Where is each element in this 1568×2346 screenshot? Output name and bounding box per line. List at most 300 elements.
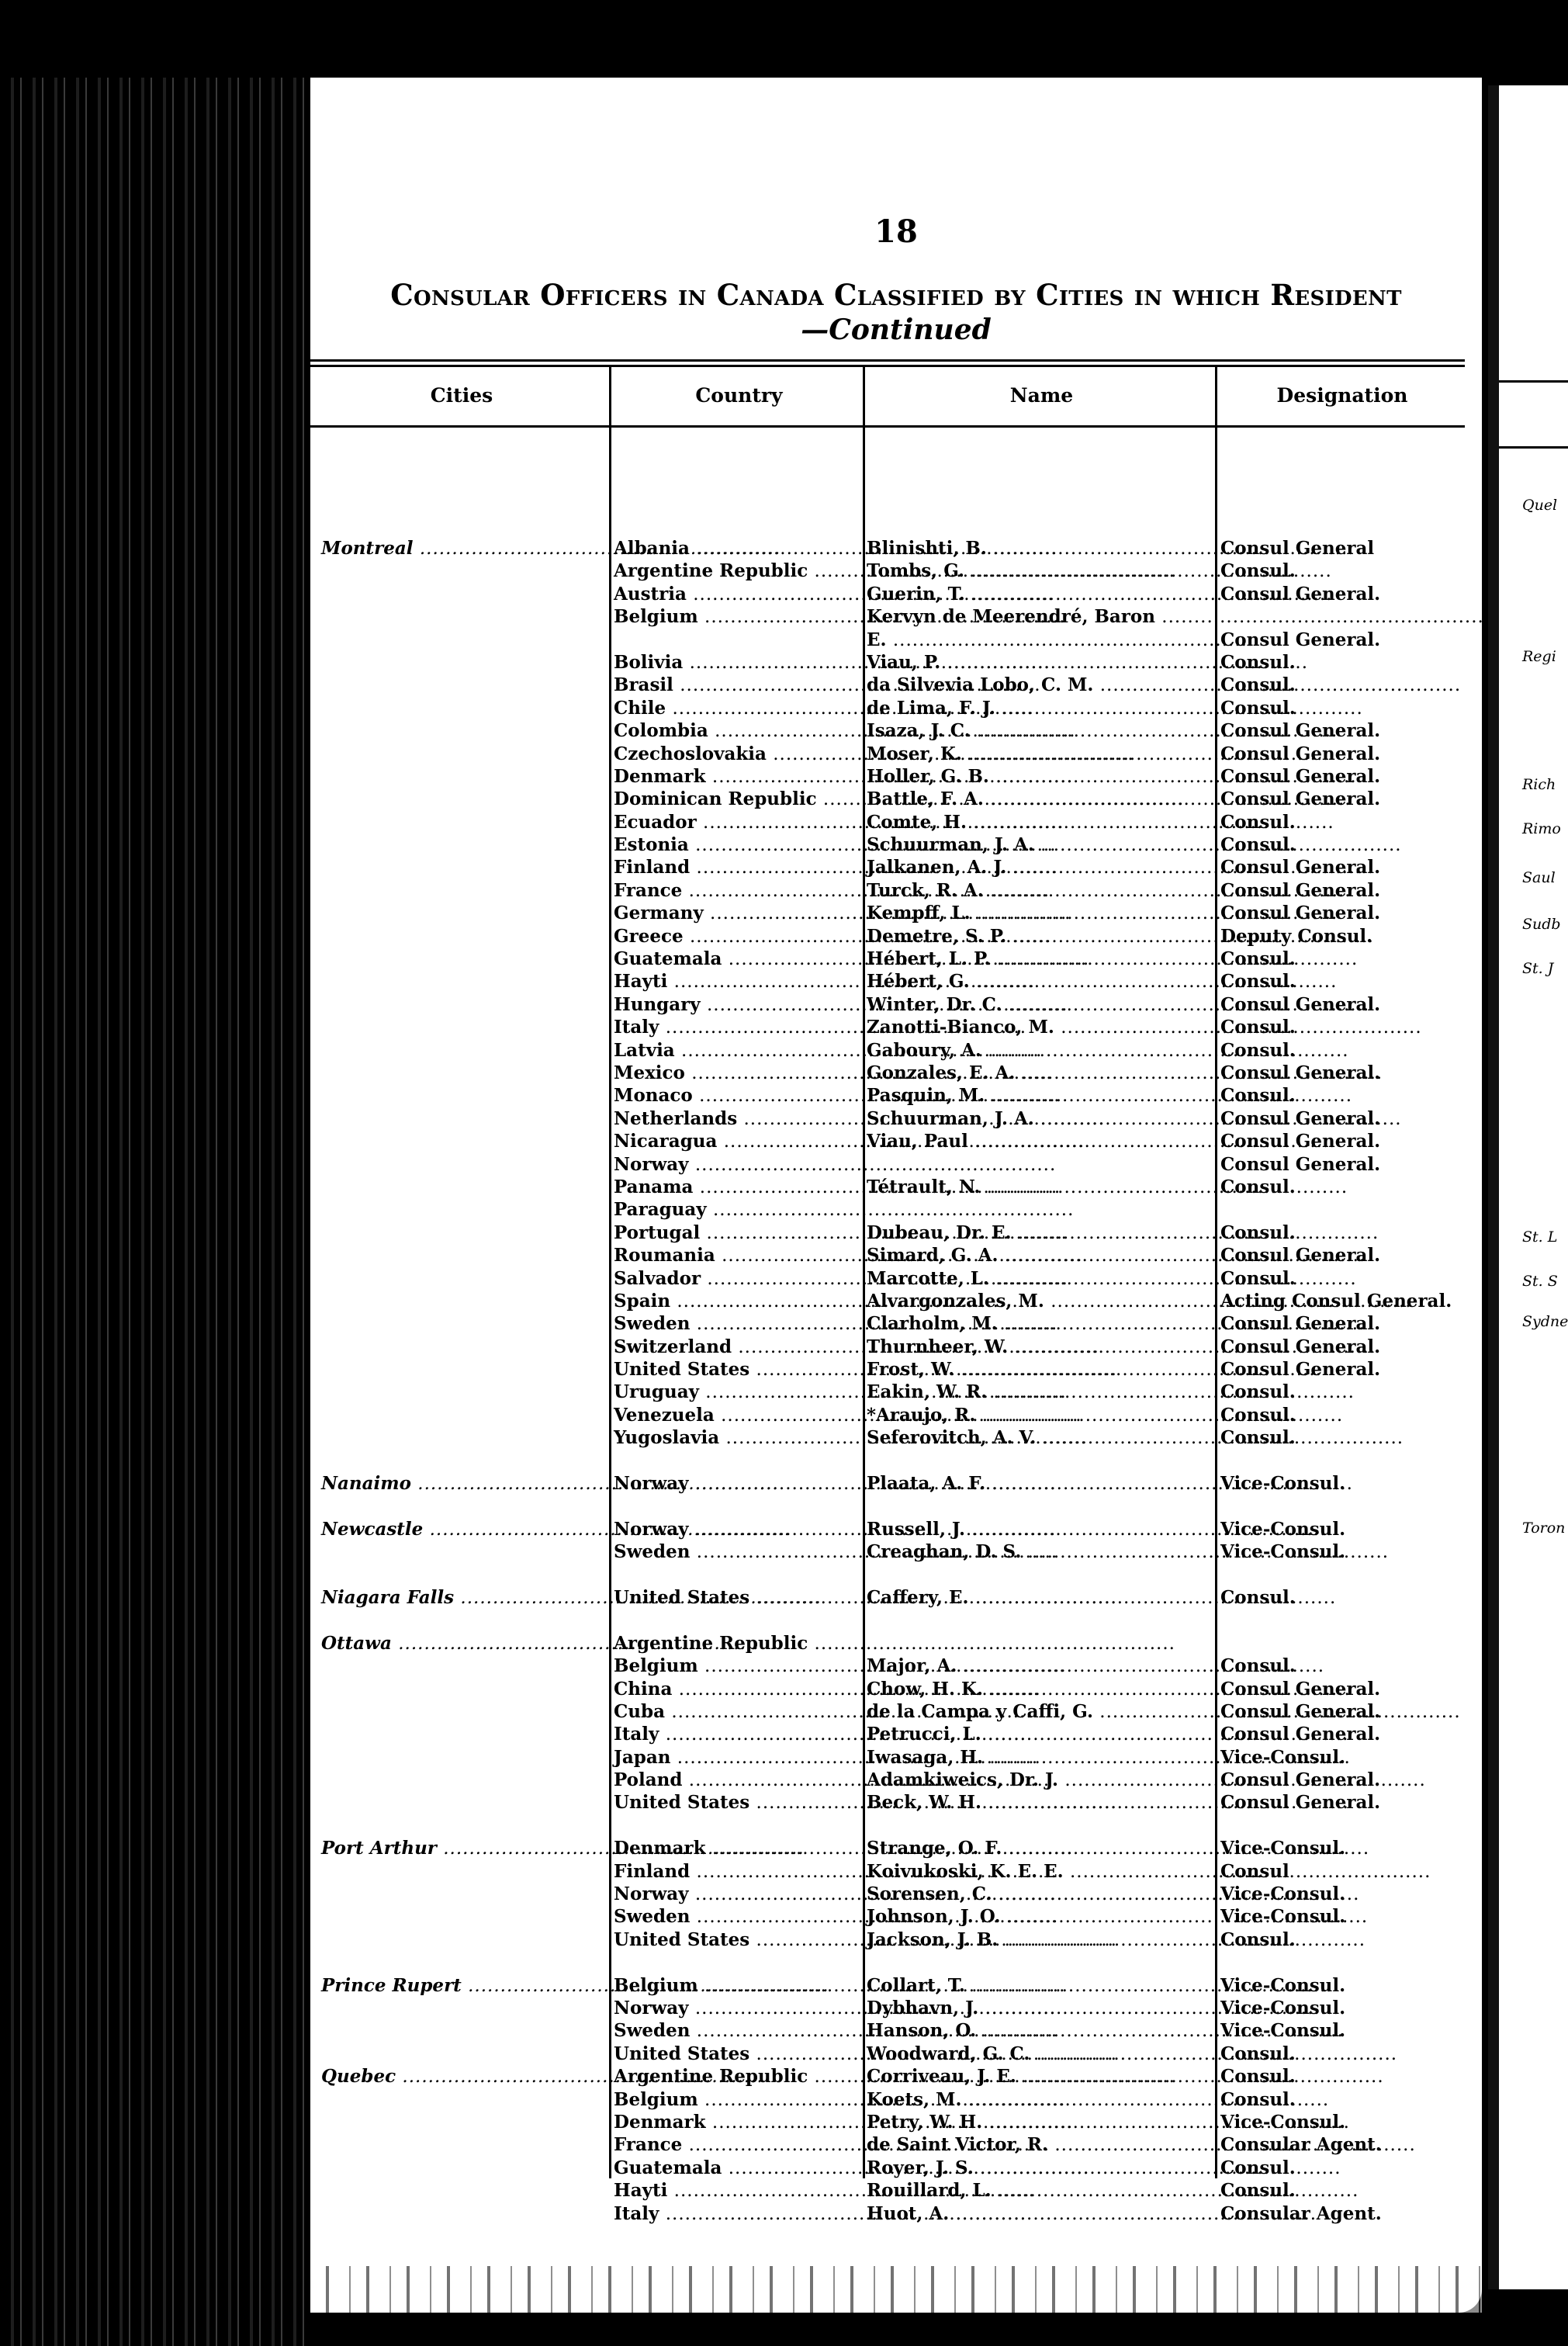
cell-name: Russell, J. .....: [867, 1518, 1158, 1541]
cell-name: Gaboury, A. .....: [867, 1039, 1158, 1062]
page-subtitle: —Continued: [801, 314, 992, 346]
cell-country: Estonia .....: [614, 833, 909, 857]
cell-country: France .....: [614, 2133, 909, 2157]
cell-country: Colombia .....: [614, 719, 909, 743]
cell-name: Caffery, E. .....: [867, 1586, 1158, 1610]
cell-designation: Consul General.: [1220, 1107, 1381, 1129]
cell-country: Latvia .....: [614, 1039, 909, 1062]
cell-country: United States .....: [614, 1791, 909, 1814]
column-header-name: Name: [1009, 384, 1074, 407]
cell-designation: Vice-Consul.: [1220, 1838, 1346, 1859]
cell-name: Viau, Paul .....: [867, 1130, 1158, 1153]
table-row: [310, 583, 1482, 605]
cell-name: Petry, W. H. .....: [867, 2111, 1158, 2134]
table-row: [310, 1016, 1482, 1038]
table-row: [310, 765, 1482, 788]
table-row: [310, 1632, 1482, 1655]
cell-name: Tombs, G. .....: [867, 560, 1158, 583]
table-row: [310, 970, 1482, 993]
cell-country: France .....: [614, 879, 909, 903]
table-row: [310, 1723, 1482, 1745]
cell-name: E. .....: [867, 629, 1158, 652]
cell-country: Ecuador .....: [614, 811, 909, 834]
table-row: [310, 1426, 1482, 1449]
adjacent-page-fragment: Rich: [1522, 776, 1556, 793]
cell-name: Collart, T. .....: [867, 1974, 1158, 1998]
table-row: [310, 1130, 1482, 1152]
cell-country: Denmark .....: [614, 765, 909, 788]
cell-name: Plaata, A. F. .....: [867, 1472, 1158, 1495]
table-row: [310, 605, 1482, 628]
cell-designation: Consul.: [1220, 1085, 1296, 1107]
column-header-designation: Designation: [1276, 384, 1408, 407]
cell-country: Sweden .....: [614, 1905, 909, 1928]
cell-name: Dybhavn, J. .....: [867, 1997, 1158, 2020]
table-row: [310, 879, 1482, 902]
table-row: [310, 1586, 1482, 1609]
cell-country: Switzerland .....: [614, 1336, 909, 1359]
cell-designation: Consul General.: [1220, 1245, 1381, 1267]
table-row: [310, 1039, 1482, 1062]
cell-designation: Consul.: [1220, 834, 1296, 856]
cell-designation: Consul General.: [1220, 1700, 1381, 1722]
cell-country: Cuba .....: [614, 1700, 909, 1724]
column-header-country: Country: [695, 384, 783, 407]
cell-designation: Consul.: [1220, 971, 1296, 993]
cell-country: Belgium .....: [614, 1974, 909, 1998]
cell-country: Sweden .....: [614, 2019, 909, 2043]
table-row: [310, 1153, 1482, 1176]
cell-name: Koets, M. .....: [867, 2088, 1158, 2112]
cell-country: Nicaragua .....: [614, 1130, 909, 1153]
cell-designation: Consul.: [1220, 1586, 1296, 1608]
cell-country: Netherlands .....: [614, 1107, 909, 1131]
cell-country: United States .....: [614, 1586, 909, 1610]
cell-name: Holler, G. B. .....: [867, 765, 1158, 788]
table-row: [310, 1974, 1482, 1997]
cell-designation: Consul General: [1220, 538, 1375, 559]
table-row: [310, 2043, 1482, 2065]
cell-designation: Consular Agent.: [1220, 2202, 1382, 2224]
cell-designation: Consul.: [1220, 560, 1296, 582]
cell-designation: Consul.: [1220, 2180, 1296, 2202]
cell-designation: Consul.: [1220, 948, 1296, 970]
cell-designation: Consul.: [1220, 674, 1296, 696]
cell-country: Finland .....: [614, 856, 909, 879]
cell-name: Kempff, L. .....: [867, 902, 1158, 925]
cell-name: Chow, H. K. .....: [867, 1678, 1158, 1701]
header-bottom-rule: [310, 425, 1465, 428]
table-row: [310, 651, 1482, 674]
cell-city: Newcastle .....: [321, 1518, 601, 1541]
cell-designation: Consul General.: [1220, 743, 1381, 764]
cell-country: Salvador .....: [614, 1267, 909, 1291]
table-row: [310, 948, 1482, 970]
cell-name: Tétrault, N. .....: [867, 1176, 1158, 1199]
adjacent-page-fragment: St. L: [1522, 1228, 1558, 1246]
cell-designation: Consul General.: [1220, 1769, 1381, 1791]
cell-country: Italy .....: [614, 1723, 909, 1746]
cell-designation: Consul.: [1220, 1267, 1296, 1289]
table-row: [310, 902, 1482, 924]
cell-name: Frost, W. .....: [867, 1358, 1158, 1381]
cell-designation: Consul General.: [1220, 1724, 1381, 1745]
table-row: [310, 1450, 1482, 1472]
cell-name: Moser, K. .....: [867, 743, 1158, 766]
cell-name: Viau, P. .....: [867, 651, 1158, 674]
cell-country: Norway .....: [614, 1997, 909, 2020]
cell-name: Jalkanen, A. J. .....: [867, 856, 1158, 879]
cell-designation: Consul General.: [1220, 720, 1381, 742]
table-row: [310, 2019, 1482, 2042]
cell-designation: Consul General.: [1220, 1359, 1381, 1381]
cell-designation: Consul General.: [1220, 903, 1381, 924]
cell-city: Niagara Falls .....: [321, 1586, 601, 1610]
table-row: [310, 811, 1482, 833]
table-row: [310, 2111, 1482, 2133]
cell-country: Belgium .....: [614, 1655, 909, 1678]
table-row: [310, 1062, 1482, 1084]
cell-country: Poland .....: [614, 1769, 909, 1792]
cell-designation: Consul General.: [1220, 879, 1381, 901]
cell-designation: Consul General.: [1220, 788, 1381, 810]
cell-name: Alvargonzales, M. .....: [867, 1290, 1158, 1313]
cell-name: Iwasaga, H. .....: [867, 1746, 1158, 1769]
cell-country: United States .....: [614, 2043, 909, 2066]
cell-country: Bolivia .....: [614, 651, 909, 674]
table-row: [310, 1883, 1482, 1905]
cell-designation: Vice-Consul.: [1220, 1473, 1346, 1495]
table-row: [310, 1769, 1482, 1791]
cell-name: Demetre, S. P. .....: [867, 925, 1158, 948]
cell-name: Rouillard, L. .....: [867, 2179, 1158, 2202]
cell-designation: Consul.: [1220, 2043, 1296, 2064]
cell-name: Marcotte, L. .....: [867, 1267, 1158, 1291]
cell-name: Guerin, T. .....: [867, 583, 1158, 606]
cell-city: Nanaimo .....: [321, 1472, 601, 1495]
table-row: [310, 743, 1482, 765]
cell-name: Corriveau, J. E. .....: [867, 2065, 1158, 2088]
table-top-rule: [310, 359, 1465, 362]
cell-country: Norway .....: [614, 1472, 909, 1495]
table-row: [310, 1700, 1482, 1723]
adjacent-page-fragment: St. J: [1522, 960, 1554, 977]
cell-country: China .....: [614, 1678, 909, 1701]
cell-country: Greece .....: [614, 925, 909, 948]
cell-country: Norway .....: [614, 1518, 909, 1541]
cell-designation: Deputy Consul.: [1220, 925, 1373, 947]
cell-name: Eakin, W. R. .....: [867, 1381, 1158, 1404]
cell-country: Hungary .....: [614, 993, 909, 1017]
table-row: [310, 1518, 1482, 1540]
book-page: [310, 78, 1482, 2313]
cell-country: Albania .....: [614, 537, 909, 560]
cell-country: Denmark .....: [614, 1837, 909, 1860]
cell-city: Montreal .....: [321, 537, 601, 560]
cell-name: Beck, W. H. .....: [867, 1791, 1158, 1814]
cell-country: Argentine Republic .....: [614, 2065, 909, 2088]
book-spine-edge: [0, 78, 310, 2346]
cell-name: Creaghan, D. S. .....: [867, 1540, 1158, 1564]
table-row: [310, 2088, 1482, 2111]
cell-name: Battle, F. A. .....: [867, 788, 1158, 811]
cell-name: Johnson, J. O. .....: [867, 1905, 1158, 1928]
cell-name: Simard, G. A. .....: [867, 1244, 1158, 1267]
scan-bottom-noise: [310, 2266, 1482, 2313]
cell-designation: Consul General.: [1220, 1336, 1381, 1357]
adjacent-page-fragment: Quel: [1522, 497, 1558, 514]
adjacent-page-edge: [1488, 85, 1568, 2289]
adjacent-page-rule: [1499, 380, 1568, 383]
table-row: [310, 1222, 1482, 1244]
table-row: [310, 1814, 1482, 1837]
cell-country: Czechoslovakia .....: [614, 743, 909, 766]
table-row: [310, 1905, 1482, 1928]
cell-designation: Vice-Consul.: [1220, 1906, 1346, 1928]
table-row: [310, 1495, 1482, 1517]
cell-country: Uruguay .....: [614, 1381, 909, 1404]
cell-country: Roumania .....: [614, 1244, 909, 1267]
cell-name: Huot, A. .....: [867, 2202, 1158, 2226]
cell-designation: Consul General.: [1220, 993, 1381, 1015]
cell-designation: Vice-Consul.: [1220, 1998, 1346, 2019]
adjacent-page-fragment: Rimo: [1522, 820, 1561, 837]
cell-name: Winter, Dr. C. .....: [867, 993, 1158, 1017]
adjacent-page-fragment: Regi: [1522, 648, 1556, 665]
cell-country: Portugal .....: [614, 1222, 909, 1245]
table-row: [310, 2133, 1482, 2156]
cell-country: Chile .....: [614, 697, 909, 720]
cell-designation: Vice-Consul.: [1220, 2111, 1346, 2133]
table-row: [310, 2157, 1482, 2179]
cell-name: Blinishti, B. .....: [867, 537, 1158, 560]
cell-designation: Consul.: [1220, 2157, 1296, 2178]
cell-name: Pasquin, M. .....: [867, 1084, 1158, 1107]
cell-designation: Consul.: [1220, 1404, 1296, 1426]
cell-designation: Consul.: [1220, 651, 1296, 673]
cell-designation: Consul General.: [1220, 1792, 1381, 1814]
cell-name: Petrucci, L. .....: [867, 1723, 1158, 1746]
table-row: [310, 1381, 1482, 1403]
cell-designation: Consul General.: [1220, 1131, 1381, 1152]
cell-name: Koivukoski, K. E. E. .....: [867, 1860, 1158, 1883]
cell-country: Norway .....: [614, 1883, 909, 1906]
cell-country: Panama .....: [614, 1176, 909, 1199]
consular-officers-table: [310, 537, 1482, 2225]
cell-designation: Consul General.: [1220, 1062, 1381, 1083]
table-row: [310, 1540, 1482, 1563]
cell-name: Seferovitch, A. V. .....: [867, 1426, 1158, 1450]
cell-name: Royer, J. S. .....: [867, 2157, 1158, 2180]
cell-name: de Lima, F. J. .....: [867, 697, 1158, 720]
table-row: [310, 1267, 1482, 1290]
table-row: [310, 674, 1482, 696]
cell-designation: Consul.: [1220, 1928, 1296, 1950]
cell-designation: Consul: [1220, 1860, 1289, 1882]
cell-country: Guatemala .....: [614, 948, 909, 971]
cell-designation: Consul.: [1220, 1655, 1296, 1677]
table-row: [310, 1791, 1482, 1814]
table-row: [310, 1472, 1482, 1495]
cell-designation: Vice-Consul.: [1220, 1518, 1346, 1540]
table-row: [310, 1244, 1482, 1267]
cell-designation: Consul.: [1220, 1222, 1296, 1243]
table-row: [310, 2202, 1482, 2225]
cell-name: Hanson, O. .....: [867, 2019, 1158, 2043]
column-header-cities: Cities: [430, 384, 493, 407]
cell-name: Comte, H. .....: [867, 811, 1158, 834]
table-row: [310, 1997, 1482, 2019]
table-row: [310, 788, 1482, 810]
adjacent-page-fragment: Sudb: [1522, 916, 1561, 933]
cell-country: Sweden .....: [614, 1312, 909, 1336]
cell-designation: Consul General.: [1220, 1678, 1381, 1700]
cell-designation: Vice-Consul.: [1220, 2020, 1346, 2042]
cell-designation: Consul.: [1220, 2066, 1296, 2088]
cell-country: Argentine Republic .....: [614, 560, 909, 583]
table-row: [310, 1746, 1482, 1769]
table-row: [310, 1655, 1482, 1677]
cell-name: Thurnheer, W. .....: [867, 1336, 1158, 1359]
cell-designation: Acting Consul General.: [1220, 1290, 1452, 1312]
table-row: [310, 993, 1482, 1016]
cell-name: Clarholm, M. .....: [867, 1312, 1158, 1336]
cell-country: Spain .....: [614, 1290, 909, 1313]
cell-country: Yugoslavia .....: [614, 1426, 909, 1450]
adjacent-page-fragment: Toron: [1522, 1520, 1566, 1537]
table-row: [310, 629, 1482, 651]
cell-name: *Araujo, R. .....: [867, 1404, 1158, 1427]
cell-country: Hayti .....: [614, 2179, 909, 2202]
cell-designation: Consul.: [1220, 2088, 1296, 2110]
cell-designation: Consul General.: [1220, 857, 1381, 878]
table-row: [310, 1837, 1482, 1859]
adjacent-page-fragment: St. S: [1522, 1273, 1558, 1290]
cell-name: de la Campa y Caffi, G. .....: [867, 1700, 1158, 1724]
cell-designation: Consul General.: [1220, 1153, 1381, 1175]
cell-name: de Saint Victor, R. .....: [867, 2133, 1158, 2157]
adjacent-page-fragment: Saul: [1522, 869, 1556, 886]
cell-name: Isaza, J. C. .....: [867, 719, 1158, 743]
table-row: [310, 1609, 1482, 1631]
cell-designation: Vice-Consul.: [1220, 1883, 1346, 1905]
cell-designation: Consul General.: [1220, 583, 1381, 605]
cell-designation: Vice-Consul.: [1220, 1541, 1346, 1563]
adjacent-page-fragment: Sydne: [1522, 1313, 1568, 1330]
cell-name: Major, A. .....: [867, 1655, 1158, 1678]
table-row: [310, 1198, 1482, 1221]
table-row: [310, 2065, 1482, 2088]
table-row: [310, 2179, 1482, 2202]
table-row: [310, 1176, 1482, 1198]
cell-country: United States .....: [614, 1358, 909, 1381]
cell-country: Argentine Republic .....: [614, 1632, 909, 1655]
cell-country: Guatemala .....: [614, 2157, 909, 2180]
table-row: [310, 1084, 1482, 1107]
cell-designation: Consul.: [1220, 1176, 1296, 1197]
table-row: [310, 1678, 1482, 1700]
cell-designation: Consul.: [1220, 1039, 1296, 1061]
table-top-rule-inner: [310, 365, 1465, 367]
cell-country: Monaco .....: [614, 1084, 909, 1107]
cell-country: Mexico .....: [614, 1062, 909, 1085]
cell-name: da Silvevia Lobo, C. M. .....: [867, 674, 1158, 697]
cell-country: Italy .....: [614, 1016, 909, 1039]
cell-name: Turck, R. A. .....: [867, 879, 1158, 903]
cell-country: Dominican Republic .....: [614, 788, 909, 811]
cell-country: Finland .....: [614, 1860, 909, 1883]
table-row: [310, 560, 1482, 582]
cell-designation: Consul General.: [1220, 629, 1381, 650]
cell-name: Schuurman, J. A. .....: [867, 1107, 1158, 1131]
table-row: [310, 719, 1482, 742]
cell-name: Strange, O. F. .....: [867, 1837, 1158, 1860]
cell-country: Sweden .....: [614, 1540, 909, 1564]
cell-name: Kervyn de Meerendré, Baron .....: [867, 605, 1158, 629]
cell-city: Port Arthur .....: [321, 1837, 601, 1860]
table-row: [310, 856, 1482, 878]
table-row: [310, 925, 1482, 948]
cell-designation: Consular Agent.: [1220, 2134, 1382, 2156]
cell-name: Adamkiweics, Dr. J. .....: [867, 1769, 1158, 1792]
cell-country: Italy .....: [614, 2202, 909, 2226]
adjacent-page-rule: [1499, 446, 1568, 449]
cell-designation: Consul.: [1220, 1381, 1296, 1403]
cell-country: Belgium .....: [614, 2088, 909, 2112]
cell-city: Quebec .....: [321, 2065, 601, 2088]
cell-designation: Consul General.: [1220, 1313, 1381, 1335]
cell-country: Paraguay .....: [614, 1198, 909, 1222]
cell-country: Norway .....: [614, 1153, 909, 1176]
table-row: [310, 1358, 1482, 1381]
cell-designation: Consul General.: [1220, 765, 1381, 787]
cell-city: Ottawa .....: [321, 1632, 601, 1655]
table-row: [310, 1860, 1482, 1883]
cell-name: Hébert, G. .....: [867, 970, 1158, 993]
cell-name: Schuurman, J. A. .....: [867, 833, 1158, 857]
cell-name: Jackson, J. B. .....: [867, 1928, 1158, 1952]
table-row: [310, 833, 1482, 856]
cell-city: Prince Rupert .....: [321, 1974, 601, 1998]
scan-top-border: [0, 0, 1557, 78]
cell-name: Hébert, L. P. .....: [867, 948, 1158, 971]
cell-designation: Consul.: [1220, 697, 1296, 719]
cell-designation: Vice-Consul.: [1220, 1974, 1346, 1996]
table-row: [310, 1290, 1482, 1312]
table-row: [310, 1312, 1482, 1335]
table-row: [310, 1404, 1482, 1426]
cell-country: Denmark .....: [614, 2111, 909, 2134]
cell-country: United States .....: [614, 1928, 909, 1952]
table-row: [310, 1951, 1482, 1973]
cell-country: Japan .....: [614, 1746, 909, 1769]
cell-name: Zanotti-Bianco, M. .....: [867, 1016, 1158, 1039]
cell-country: Venezuela .....: [614, 1404, 909, 1427]
table-row: [310, 1928, 1482, 1951]
cell-designation: Consul.: [1220, 1427, 1296, 1449]
page-title: Consular Officers in Canada Classified by Cities in which Resident: [390, 278, 1402, 312]
cell-country: Brasil .....: [614, 674, 909, 697]
cell-name: Dubeau, Dr. E. .....: [867, 1222, 1158, 1245]
cell-name: Sorensen, C. .....: [867, 1883, 1158, 1906]
cell-designation: Consul.: [1220, 811, 1296, 833]
page-number: 18: [874, 213, 918, 250]
cell-designation: Consul.: [1220, 1017, 1296, 1038]
table-row: [310, 1564, 1482, 1586]
table-row: [310, 1336, 1482, 1358]
cell-name: Woodward, G. C. .....: [867, 2043, 1158, 2066]
cell-name: Gonzales, E. A. .....: [867, 1062, 1158, 1085]
